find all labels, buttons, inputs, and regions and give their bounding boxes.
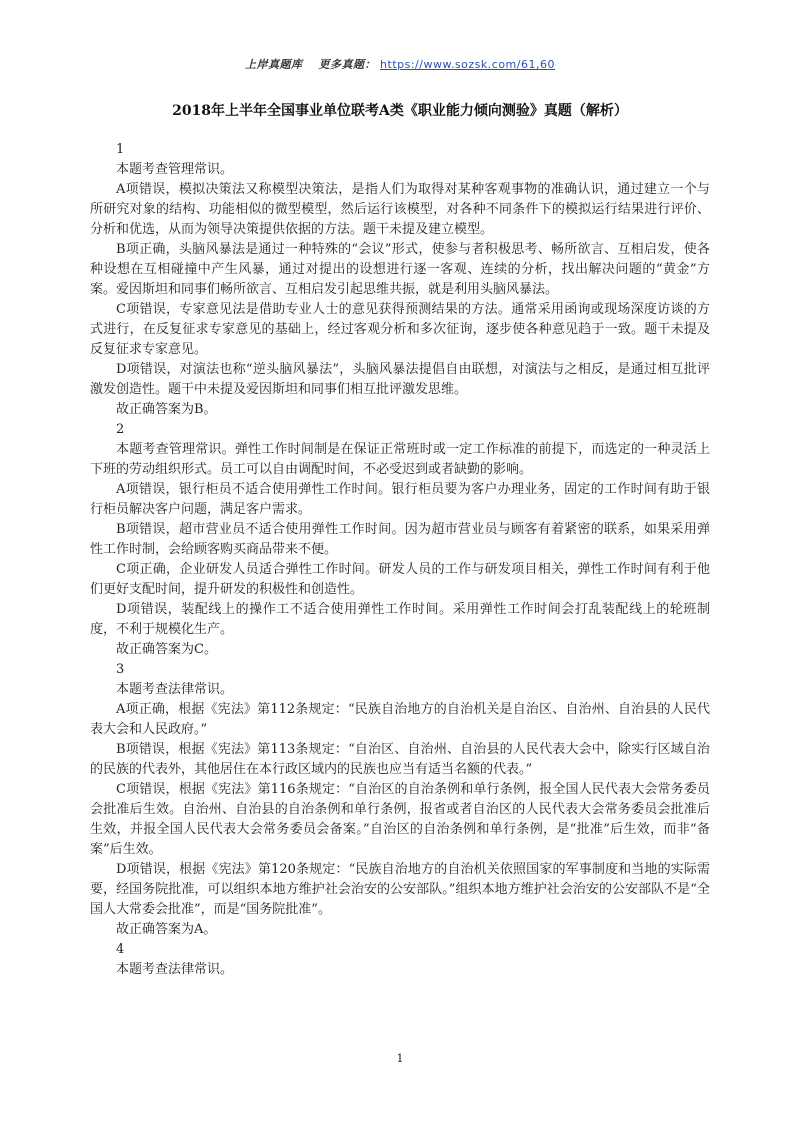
option-c-explanation: C项错误，专家意见法是借助专业人士的意见获得预测结果的方法。通常采用函询或现场深度访谈的方式进行，在反复征求专家意见的基础上，经过客观分析和多次征询，逐步使各种意见趋于一致。题干未提及反复征求专家意见。 (90, 302, 710, 357)
page-header (0, 56, 800, 72)
header-label: 更多真题： (318, 58, 377, 71)
option-a-explanation: A项正确，根据《宪法》第112条规定：“民族自治地方的自治机关是自治区、自治州、自治县的人民代表大会和人民政府。” (90, 702, 710, 737)
option-a-explanation: A项错误，银行柜员不适合使用弹性工作时间。银行柜员要为客户办理业务，固定的工作时间有助于银行柜员解决客户问题，满足客户需求。 (90, 482, 710, 517)
question-topic: 本题考查法律常识。 (116, 962, 234, 977)
question-topic: 本题考查法律常识。 (116, 682, 234, 697)
option-d-explanation: D项错误，根据《宪法》第120条规定：“民族自治地方的自治机关依照国家的军事制度和当地的实际需要，经国务院批准，可以组织本地方维护社会治安的公安部队。”组织本地方维护社会治安的公安部队不是“全国人大常委会批准”，而是“国务院批准”。 (90, 862, 710, 917)
document-body (90, 140, 710, 980)
option-b-explanation: B项错误，根据《宪法》第113条规定：“自治区、自治州、自治县的人民代表大会中，除实行区域自治的民族的代表外，其他居住在本行政区域内的民族也应当有适当名额的代表。” (90, 742, 710, 777)
option-a-explanation: A项错误，模拟决策法又称模型决策法，是指人们为取得对某种客观事物的准确认识，通过建立一个与所研究对象的结构、功能相似的微型模型，然后运行该模型，对各种不同条件下的模拟运行结果进行评价、分析和优选，从而为领导决策提供依据的方法。题干未提及建立模型。 (90, 182, 710, 237)
header-url-link[interactable]: https://www.sozsk.com/61,60 (380, 58, 555, 71)
page-number: 1 (396, 1052, 404, 1065)
option-b-explanation: B项错误，超市营业员不适合使用弹性工作时间。因为超市营业员与顾客有着紧密的联系，如果采用弹性工作时制，会给顾客购买商品带来不便。 (90, 522, 710, 557)
option-d-explanation: D项错误，对演法也称“逆头脑风暴法”，头脑风暴法提倡自由联想，对演法与之相反，是通过相互批评激发创造性。题干中未提及爱因斯坦和同事们相互批评激发思维。 (90, 362, 710, 397)
option-d-explanation: D项错误，装配线上的操作工不适合使用弹性工作时间。采用弹性工作时间会打乱装配线上的轮班制度，不利于规模化生产。 (90, 602, 710, 637)
question-number: 2 (116, 422, 125, 437)
question-topic: 本题考查管理常识。 (116, 162, 234, 177)
question-number: 1 (116, 142, 125, 157)
question-number: 3 (116, 662, 125, 677)
answer-line: 故正确答案为A。 (116, 922, 217, 937)
answer-line: 故正确答案为C。 (116, 642, 217, 657)
answer-line: 故正确答案为B。 (116, 402, 217, 417)
question-number: 4 (116, 942, 125, 957)
header-brand: 上岸真题库 (245, 58, 303, 71)
option-c-explanation: C项正确，企业研发人员适合弹性工作时间。研发人员的工作与研发项目相关，弹性工作时间有利于他们更好支配时间，提升研发的积极性和创造性。 (90, 562, 710, 597)
document-title: 2018年上半年全国事业单位联考A类《职业能力倾向测验》真题（解析） (172, 103, 628, 119)
question-topic: 本题考查管理常识。弹性工作时间制是在保证正常班时或一定工作标准的前提下，而选定的一种灵活上下班的劳动组织形式。员工可以自由调配时间，不必受迟到或者缺勤的影响。 (90, 442, 710, 477)
option-b-explanation: B项正确，头脑风暴法是通过一种特殊的“会议”形式，使参与者积极思考、畅所欲言、互相启发，使各种设想在互相碰撞中产生风暴，通过对提出的设想进行逐一客观、连续的分析，找出解决问题的“黄金”方案。爱因斯坦和同事们畅所欲言、互相启发引起思维共振，就是利用头脑风暴法。 (90, 242, 710, 297)
option-c-explanation: C项错误，根据《宪法》第116条规定：“自治区的自治条例和单行条例，报全国人民代表大会常务委员会批准后生效。自治州、自治县的自治条例和单行条例，报省或者自治区的人民代表大会常务委员会批准后生效，并报全国人民代表大会常务委员会备案。”自治区的自治条例和单行条例，是“批准”后生效，而非“备案”后生效。 (90, 782, 710, 857)
